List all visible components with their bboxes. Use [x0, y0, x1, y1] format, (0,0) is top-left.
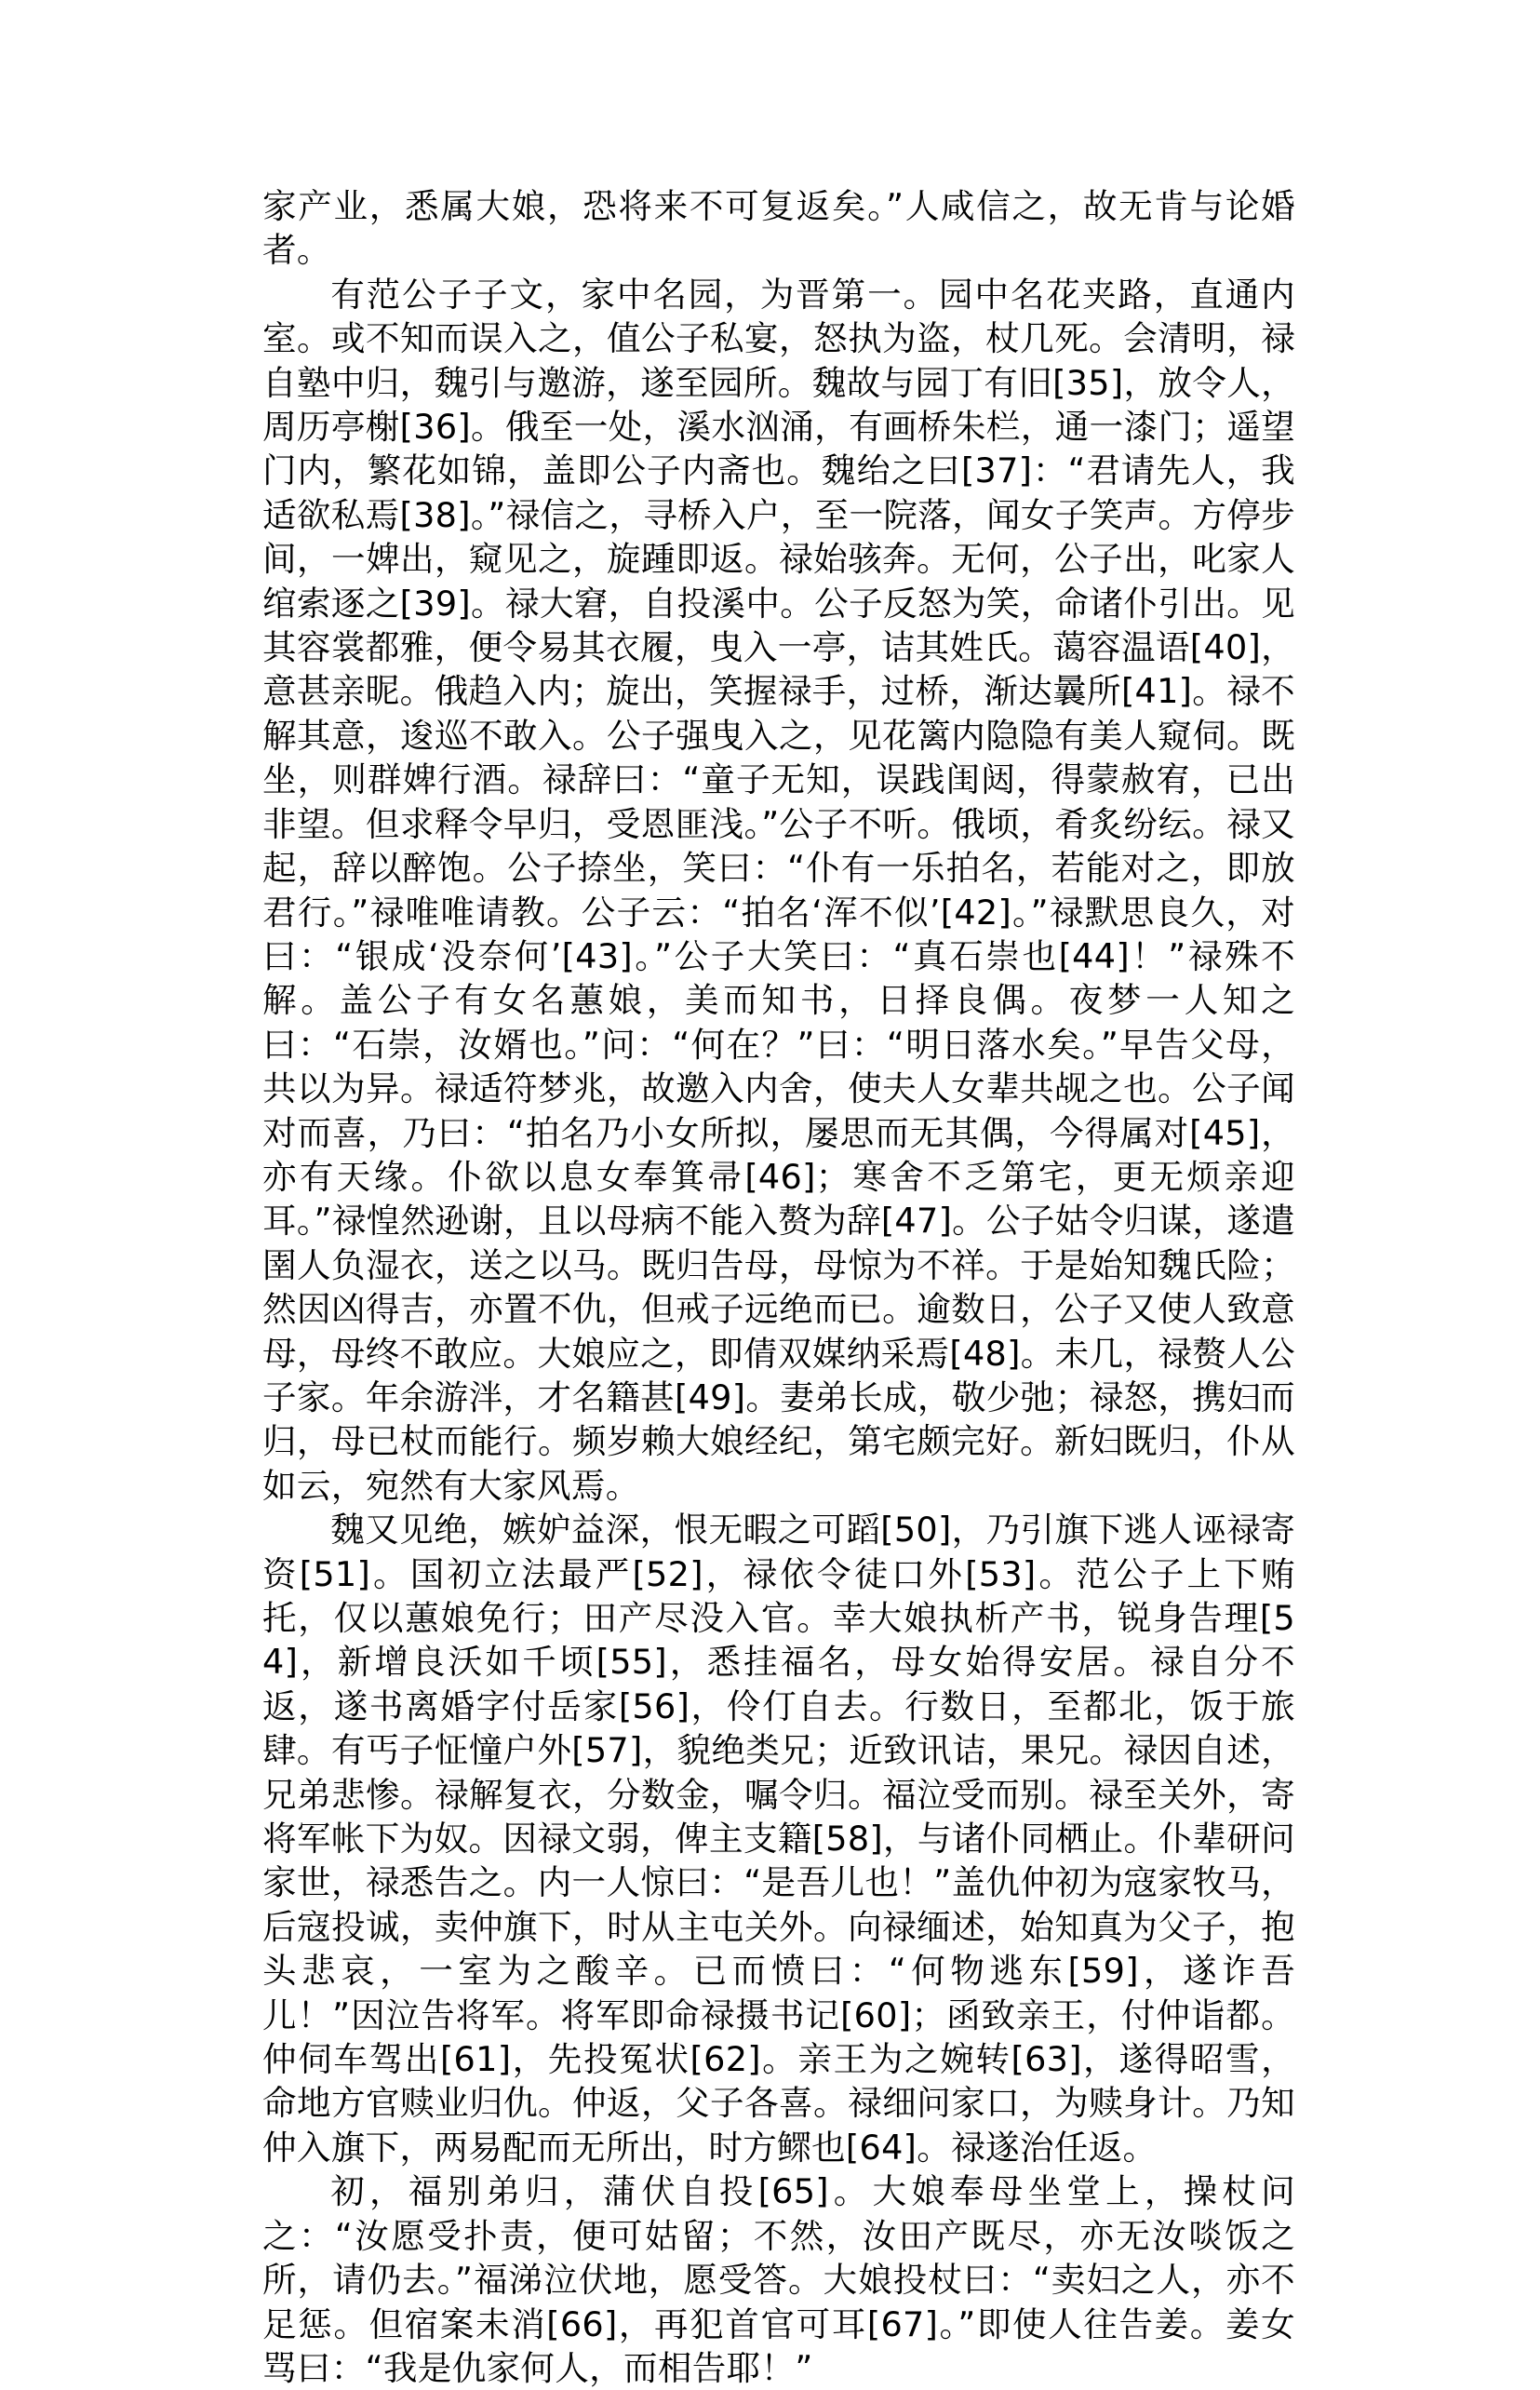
document-page — [262, 184, 1295, 2390]
paragraph-3: 魏又见绝，嫉妒益深，恨无暇之可蹈[50]，乃引旗下逃人诬禄寄资[51]。国初立法最严[52]，禄依令徒口外[53]。范公子上下贿托，仅以蕙娘免行；田产尽没入官。幸大娘执析产书，锐身告理[54]，新增良沃如千顷[55]，悉挂福名，母女始得安居。禄自分不返，遂书离婚字付岳家[56]，伶仃自去。行数日，至都北，饭于旅肆。有丐子怔憧户外[57]，貌绝类兄；近致讯诘，果兄。禄因自述，兄弟悲惨。禄解复衣，分数金，嘱令归。福泣受而别。禄至关外，寄将军帐下为奴。因禄文弱，俾主支籍[58]，与诸仆同栖止。仆辈研问家世，禄悉告之。内一人惊曰：“是吾儿也！”盖仇仲初为寇家牧马，后寇投诚，卖仲旗下，时从主屯关外。向禄缅述，始知真为父子，抱头悲哀，一室为之酸辛。已而愤曰：“何物逃东[59]，遂诈吾儿！”因泣告将军。将军即命禄摄书记[60]；函致亲王，付仲诣都。仲伺车驾出[61]，先投冤状[62]。亲王为之婉转[63]，遂得昭雪，命地方官赎业归仇。仲返，父子各喜。禄细问家口，为赎身计。乃知仲入旗下，两易配而无所出，时方鳏也[64]。禄遂治任返。 — [262, 1510, 1295, 2168]
paragraph-4: 初，福别弟归，蒲伏自投[65]。大娘奉母坐堂上，操杖问之：“汝愿受扑责，便可姑留；不然，汝田产既尽，亦无汝啖饭之所，请仍去。”福涕泣伏地，愿受答。大娘投杖曰：“卖妇之人，亦不足惩。但宿案未消[66]，再犯首官可耳[67]。”即使人往告姜。姜女骂曰：“我是仇家何人，而相告耶！” — [262, 2171, 1295, 2388]
paragraph-1: 家产业，悉属大娘，恐将来不可复返矣。”人咸信之，故无肯与论婚者。 — [262, 186, 1295, 271]
paragraph-2: 有范公子子文，家中名园，为晋第一。园中名花夹路，直通内室。或不知而误入之，值公子私宴，怒执为盗，杖几死。会清明，禄自塾中归，魏引与邀游，遂至园所。魏故与园丁有旧[35]，放令人，周历亭榭[36]。俄至一处，溪水汹涌，有画桥朱栏，通一漆门；遥望门内，繁花如锦，盖即公子内斋也。魏绐之曰[37]：“君请先人，我适欲私焉[38]。”禄信之，寻桥入户，至一院落，闻女子笑声。方停步间，一婢出，窥见之，旋踵即返。禄始骇奔。无何，公子出，叱家人绾索逐之[39]。禄大窘，自投溪中。公子反怒为笑，命诸仆引出。见其容裳都雅，便令易其衣履，曳入一亭，诘其姓氏。蔼容温语[40]，意甚亲昵。俄趋入内；旋出，笑握禄手，过桥，渐达曩所[41]。禄不解其意，逡巡不敢入。公子强曳入之，见花篱内隐隐有美人窥伺。既坐，则群婢行酒。禄辞曰：“童子无知，误践闺闼，得蒙赦宥，已出非望。但求释令早归，受恩匪浅。”公子不听。俄顷，肴炙纷纭。禄又起，辞以醉饱。公子捺坐，笑曰：“仆有一乐拍名，若能对之，即放君行。”禄唯唯请教。公子云：“拍名‘浑不似’[42]。”禄默思良久，对曰：“银成‘没奈何’[43]。”公子大笑曰：“真石崇也[44]！”禄殊不解。盖公子有女名蕙娘，美而知书，日择良偶。夜梦一人知之曰：“石崇，汝婿也。”问：“何在？”曰：“明日落水矣。”早告父母，共以为异。禄适符梦兆，故邀入内舍，使夫人女辈共觇之也。公子闻对而喜，乃曰：“拍名乃小女所拟，屡思而无其偶，今得属对[45]，亦有天缘。仆欲以息女奉箕帚[46]；寒舍不乏第宅，更无烦亲迎耳。”禄惶然逊谢，且以母病不能入赘为辞[47]。公子姑令归谋，遂遣圉人负湿衣，送之以马。既归告母，母惊为不祥。于是始知魏氏险；然因凶得吉，亦置不仇，但戒子远绝而已。逾数日，公子又使人致意母，母终不敢应。大娘应之，即倩双媒纳采焉[48]。未几，禄赘人公子家。年余游泮，才名籍甚[49]。妻弟长成，敬少弛；禄怒，携妇而归，母已杖而能行。频岁赖大娘经纪，第宅颇完好。新妇既归，仆从如云，宛然有大家风焉。 — [262, 274, 1295, 1506]
